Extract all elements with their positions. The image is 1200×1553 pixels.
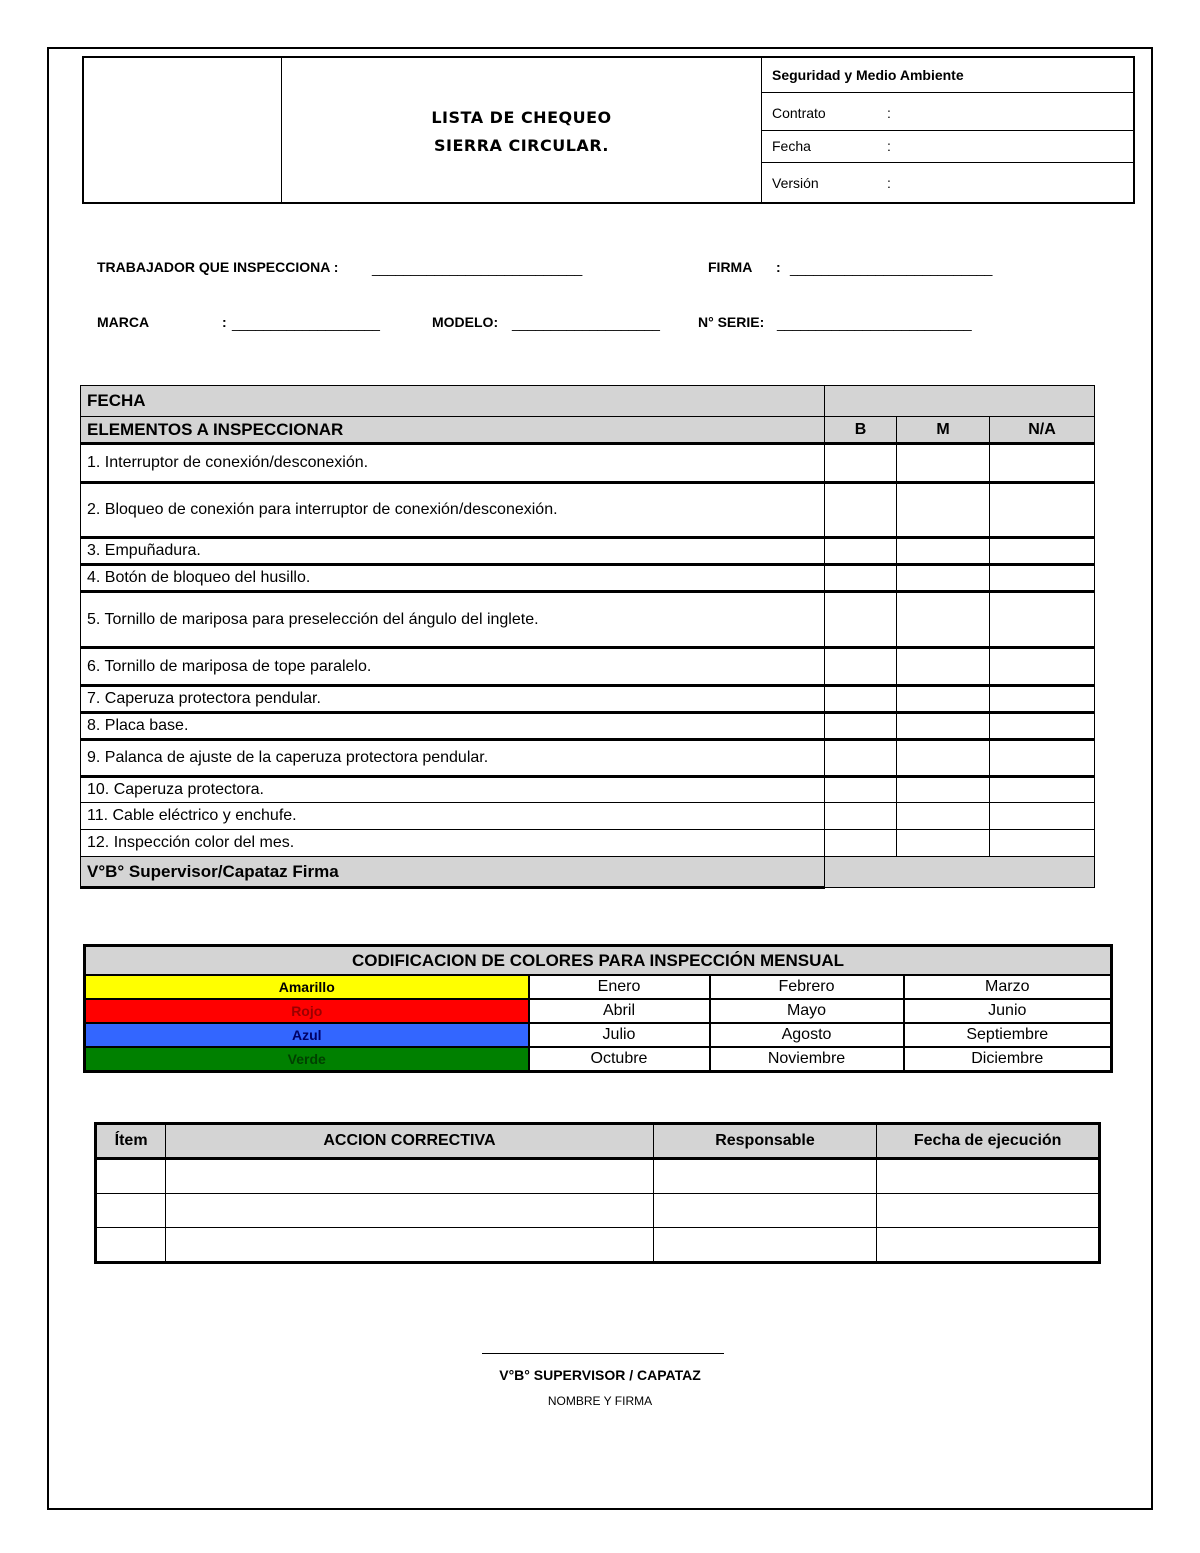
month-cell: Febrero [710,975,904,999]
elements-header: ELEMENTOS A INSPECCIONAR [81,417,825,444]
check-na[interactable] [990,483,1095,538]
month-cell: Octubre [529,1047,710,1072]
document-subtitle: SIERRA CIRCULAR. [433,136,610,155]
check-b[interactable] [825,686,897,713]
check-m[interactable] [897,713,990,740]
month-cell: Enero [529,975,710,999]
fecha-value-cell[interactable] [825,386,1095,417]
color-row [85,999,1112,1023]
month-cell: Noviembre [710,1047,904,1072]
inspection-row [81,648,1095,686]
inspection-row [81,565,1095,592]
item-label: 3. Empuñadura. [81,538,825,565]
item-label: 12. Inspección color del mes. [81,830,825,857]
version-label: Versión [772,175,819,191]
date-cell[interactable] [877,1159,1100,1194]
supervisor-row [81,857,1095,888]
action-cell[interactable] [166,1159,653,1194]
item-label: 9. Palanca de ajuste de la caperuza protectora pendular. [81,740,825,777]
check-m[interactable] [897,777,990,803]
contrato-label: Contrato [772,105,826,121]
month-cell: Julio [529,1023,710,1047]
serie-field[interactable]: _________________________ [777,315,972,331]
elements-header-row [81,417,1095,444]
item-cell[interactable] [96,1159,166,1194]
month-cell: Mayo [710,999,904,1023]
inspection-row [81,592,1095,648]
contrato-colon: : [887,105,891,121]
month-cell: Septiembre [904,1023,1112,1047]
company-name: Seguridad y Medio Ambiente [772,67,964,83]
contrato-row[interactable] [762,93,1133,131]
table-row [96,1228,1100,1263]
signature-title: V°B° SUPERVISOR / CAPATAZ [499,1367,701,1383]
inspection-row [81,686,1095,713]
firma-field[interactable]: __________________________ [790,260,993,276]
item-label: 2. Bloqueo de conexión para interruptor de conexión/desconexión. [81,483,825,538]
inspection-table [80,385,1095,889]
color-swatch-verde: Verde [85,1047,529,1072]
col-b-header: B [825,417,897,444]
check-m[interactable] [897,686,990,713]
header-meta [762,58,1133,202]
logo-area [84,58,282,202]
item-cell[interactable] [96,1194,166,1228]
firma-label: FIRMA [708,259,753,275]
check-b[interactable] [825,830,897,857]
item-label: 8. Placa base. [81,713,825,740]
item-label: 4. Botón de bloqueo del husillo. [81,565,825,592]
inspector-label: TRABAJADOR QUE INSPECCIONA : [97,259,339,275]
color-swatch-azul: Azul [85,1023,529,1047]
serie-label: N° SERIE: [698,314,765,330]
check-b[interactable] [825,538,897,565]
signature-line[interactable] [482,1353,724,1354]
check-na[interactable] [990,565,1095,592]
modelo-label: MODELO: [432,314,499,330]
inspection-row [81,740,1095,777]
check-na[interactable] [990,713,1095,740]
fecha-row[interactable] [762,131,1133,163]
color-swatch-amarillo: Amarillo [85,975,529,999]
fecha-label: Fecha [772,138,811,154]
check-b[interactable] [825,565,897,592]
action-cell[interactable] [166,1228,653,1263]
color-code-table [83,944,1113,1073]
inspection-row [81,803,1095,830]
fecha-row [81,386,1095,417]
version-row[interactable] [762,163,1133,202]
item-label: 6. Tornillo de mariposa de tope paralelo. [81,648,825,686]
title-area [282,58,762,202]
month-cell: Junio [904,999,1112,1023]
document-header [82,56,1135,204]
inspection-row [81,713,1095,740]
col-item-header: Ítem [96,1124,166,1159]
marca-colon: : [222,314,227,330]
inspection-row [81,444,1095,483]
check-b[interactable] [825,777,897,803]
inspector-field[interactable]: ___________________________ [372,260,583,276]
corrective-action-table [94,1122,1101,1264]
check-b[interactable] [825,648,897,686]
marca-label: MARCA [97,314,150,330]
check-b[interactable] [825,444,897,483]
check-na[interactable] [990,777,1095,803]
col-action-header: ACCION CORRECTIVA [166,1124,653,1159]
check-na[interactable] [990,444,1095,483]
inspection-row [81,483,1095,538]
check-m[interactable] [897,740,990,777]
check-m[interactable] [897,444,990,483]
check-na[interactable] [990,648,1095,686]
fecha-header: FECHA [81,386,825,417]
fecha-colon: : [887,138,891,154]
check-b[interactable] [825,483,897,538]
color-row [85,1047,1112,1072]
responsible-cell[interactable] [653,1228,877,1263]
inspection-row [81,777,1095,803]
check-b[interactable] [825,713,897,740]
check-m[interactable] [897,803,990,830]
modelo-field[interactable]: ___________________ [512,315,660,331]
date-cell[interactable] [877,1194,1100,1228]
col-na-header: N/A [990,417,1095,444]
check-b[interactable] [825,803,897,830]
check-m[interactable] [897,483,990,538]
table-row [96,1159,1100,1194]
inspection-row [81,830,1095,857]
color-row [85,975,1112,999]
inspection-row [81,538,1095,565]
month-cell: Diciembre [904,1047,1112,1072]
check-b[interactable] [825,740,897,777]
document-title: LISTA DE CHEQUEO [431,108,612,127]
responsible-cell[interactable] [653,1159,877,1194]
action-cell[interactable] [166,1194,653,1228]
supervisor-signature-cell[interactable] [825,857,1095,888]
month-cell: Abril [529,999,710,1023]
item-label: 10. Caperuza protectora. [81,777,825,803]
responsible-cell[interactable] [653,1194,877,1228]
month-cell: Marzo [904,975,1112,999]
item-label: 11. Cable eléctrico y enchufe. [81,803,825,830]
check-na[interactable] [990,592,1095,648]
check-m[interactable] [897,538,990,565]
col-responsible-header: Responsable [653,1124,877,1159]
color-code-title: CODIFICACION DE COLORES PARA INSPECCIÓN MENSUAL [85,946,1112,976]
version-colon: : [887,175,891,191]
date-cell[interactable] [877,1228,1100,1263]
check-m[interactable] [897,648,990,686]
firma-colon: : [776,259,781,275]
check-b[interactable] [825,592,897,648]
col-m-header: M [897,417,990,444]
company-row [762,58,1133,93]
color-swatch-rojo: Rojo [85,999,529,1023]
check-na[interactable] [990,538,1095,565]
check-m[interactable] [897,592,990,648]
check-na[interactable] [990,740,1095,777]
check-na[interactable] [990,830,1095,857]
supervisor-label: V°B° Supervisor/Capataz Firma [81,857,825,888]
item-label: 5. Tornillo de mariposa para preselección del ángulo del inglete. [81,592,825,648]
check-na[interactable] [990,686,1095,713]
check-na[interactable] [990,803,1095,830]
color-row [85,1023,1112,1047]
marca-field[interactable]: ___________________ [232,315,380,331]
signature-subtitle: NOMBRE Y FIRMA [547,1394,653,1408]
item-label: 1. Interruptor de conexión/desconexión. [81,444,825,483]
check-m[interactable] [897,565,990,592]
check-m[interactable] [897,830,990,857]
month-cell: Agosto [710,1023,904,1047]
item-cell[interactable] [96,1228,166,1263]
table-row [96,1194,1100,1228]
col-date-header: Fecha de ejecución [877,1124,1100,1159]
item-label: 7. Caperuza protectora pendular. [81,686,825,713]
